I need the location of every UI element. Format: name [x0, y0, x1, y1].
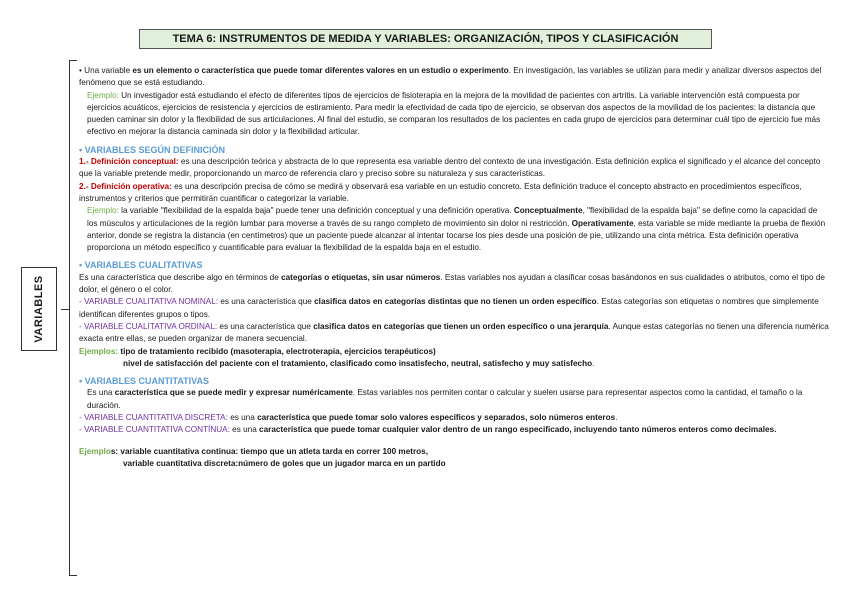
cual-nominal: - VARIABLE CUALITATIVA NOMINAL: es una característica que clasifica datos en categorías distintas que no tienen un orden específico. Estas categorías son etiquetas o nombres que simplemente identifican diferentes grupos o tipos.	[79, 297, 819, 319]
intro-example: Ejemplo: Un investigador está estudiando el efecto de diferentes tipos de ejercicios de fisioterapia en la mejora de la movilidad de pacientes con artritis. La variable intervención está compuesta por ejercicios acuáticos, ejercicios de resistencia y ejercicios de estiramiento. Para medir la efectividad de cada tipo de ejercicio, se observan dos aspectos de la movilidad de los pacientes: la distancia que pueden caminar sin dolor y la flexibilidad de sus articulaciones. Al final del estudio, se comparan los resultados de los pacientes en cada grupo de ejercicios para determinar cuál tipo de ejercicio fue más efectivo en mejorar la distancia caminada sin dolor y la flexibilidad articular.	[87, 90, 821, 137]
section-heading-cualitativas: • VARIABLES CUALITATIVAS	[79, 260, 203, 271]
intro-paragraph: • Una variable es un elemento o característica que puede tomar diferentes valores en un estudio o experimento. En investigación, las variables se utilizan para medir y analizar diversos aspectos del fenómeno que se está estudiando.	[79, 66, 822, 88]
section-heading-cuantitativas: • VARIABLES CUANTITATIVAS	[79, 376, 209, 387]
cual-examples-2: nivel de satisfacción del paciente con el tratamiento, clasificado como insatisfecho, neutral, satisfecho y muy satisfecho.	[123, 358, 595, 368]
cuant-examples-2: variable cuantitativa discreta:número de goles que un jugador marca en un partido	[123, 458, 446, 468]
def-conceptual: 1.- Definición conceptual: es una descripción teórica y abstracta de lo que representa esa variable dentro del contexto de una investigación. Esta definición explica el significado y el alcance del concepto que la variable pretende medir, proporcionando un marco de referencia claro y preciso sobre su naturaleza y sus características.	[79, 157, 821, 179]
cual-ordinal: - VARIABLE CUALITATIVA ORDINAL: es una característica que clasifica datos en categorías que tienen un orden específico o una jerarquía. Aunque estas categorías no tienen una diferencia numérica exacta entre ellas, se pueden organizar de manera secuencial.	[79, 321, 829, 344]
cual-examples: Ejemplos: tipo de tratamiento recibido (masoterapia, electroterapia, ejercicios terapéuticos)	[79, 346, 436, 356]
bullet: •	[79, 66, 82, 75]
cual-description: Es una característica que describe algo en términos de categorías o etiquetas, sin usar números. Estas variables nos ayudan a clasificar cosas basándonos en sus cualidades o atributos, como el tipo de dolor, el género o el color.	[79, 272, 825, 295]
page-title: TEMA 6: INSTRUMENTOS DE MEDIDA Y VARIABLES: ORGANIZACIÓN, TIPOS Y CLASIFICACIÓN	[139, 29, 712, 49]
cuant-examples: Ejemplos: variable cuantitativa continua: tiempo que un atleta tarda en correr 100 metros,	[79, 446, 428, 456]
variables-label-box	[21, 267, 57, 351]
content-bracket	[69, 60, 77, 576]
variables-label: VARIABLES	[33, 275, 45, 343]
cuant-description: Es una característica que se puede medir y expresar numéricamente. Estas variables nos permiten contar o calcular y suelen usarse para representar aspectos como la cantidad, el tamaño o la duración.	[87, 388, 803, 410]
bracket-connector	[61, 309, 69, 310]
def-example: Ejemplo: la variable "flexibilidad de la espalda baja" puede tener una definición conceptual y una definición operativa. Conceptualmente, "flexibilidad de la espalda baja" se define como la capacidad de los músculos y articulaciones de la región lumbar para moverse a través de su rango completo de movimiento sin dolor ni restricción. Operativamente, esta variable se mide mediante la prueba de flexión anterior, donde se registra la distancia (en centímetros) que un paciente puede alcanzar al intentar tocarse los pies desde una posición de pie, utilizando una cinta métrica. Esta definición operativa proporciona un método específico y cuantificable para evaluar la flexibilidad de la espalda baja en el estudio.	[87, 206, 826, 253]
def-operativa: 2.- Definición operativa: es una descripción precisa de cómo se medirá y observará esa variable en un estudio concreto. Esta definición traduce el concepto abstracto en procedimientos específicos, instrumentos y criterios que permitirán cuantificar o categorizar la variable.	[79, 181, 802, 203]
section-heading-definicion: • VARIABLES SEGÚN DEFINICIÓN	[79, 144, 225, 155]
cuant-continua: - VARIABLE CUANTITATIVA CONTÍNUA: es una característica que puede tomar cualquier valor dentro de un rango especificado, incluyendo tanto números enteros como decimales.	[79, 425, 777, 435]
content-body	[79, 65, 829, 470]
cuant-discreta: - VARIABLE CUANTITATIVA DISCRETA: es una característica que puede tomar solo valores específicos y separados, solo números enteros.	[79, 413, 618, 423]
